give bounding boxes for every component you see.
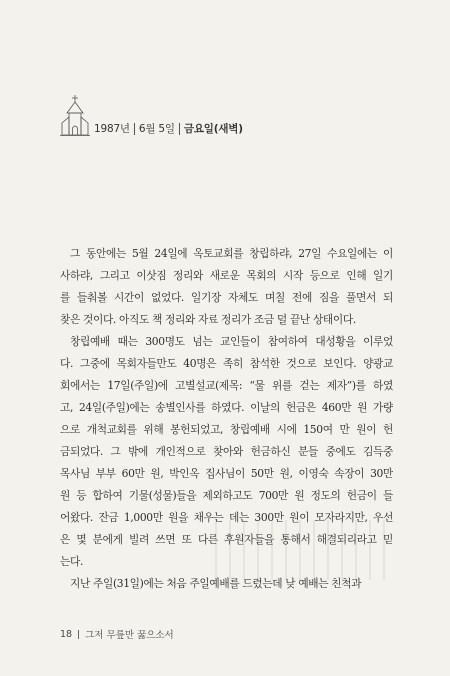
text-line: 고, 24일(주일)에는 송별인사를 하였다. 이날의 헌금은 460만 원 가량 — [60, 401, 393, 414]
text-line: 다. 그중에 목회자들만도 40명은 족히 참석한 것으로 보인다. 양광교 — [60, 357, 393, 370]
text-line: 은 몇 분에게 빌려 쓰면 또 다른 후원자들을 통해서 해결되리라고 믿 — [60, 533, 393, 546]
text-line: 그 동안에는 5월 24일에 옥토교회를 창립하랴, 27일 수요일에는 이 — [70, 247, 393, 260]
text-line: 어왔다. 잔금 1,000만 원을 채우는 데는 300만 원이 모자라지만, 우선 — [60, 511, 393, 524]
text-line: 를 들춰볼 시간이 없었다. 일기장 자체도 며칠 전에 짐을 풀면서 되 — [60, 291, 393, 304]
entry-time-of-day: (새벽) — [213, 123, 243, 135]
entry-weekday: 금요일 — [183, 123, 214, 135]
text-line: 금되었다. 그 밖에 개인적으로 찾아와 헌금하신 분들 중에도 김득중 — [60, 445, 393, 458]
page-footer — [60, 627, 174, 641]
text-line: 찾은 것이다. 아직도 책 정리와 자료 정리가 조금 덜 끝난 상태이다. — [60, 313, 356, 326]
text-line: 창립예배 때는 300명도 넘는 교인들이 참여하여 대성황을 이루었 — [70, 335, 393, 348]
text-line: 목사님 부부 60만 원, 박인옥 집사님이 50만 원, 이영숙 속장이 30만 — [60, 467, 393, 480]
paragraph-1 — [60, 243, 393, 331]
page-number: 18 — [60, 628, 73, 640]
footer-separator — [78, 630, 79, 639]
entry-month-day: 6월 5일 — [138, 123, 175, 135]
date-separator — [134, 123, 135, 135]
date-separator — [179, 123, 180, 135]
diary-body — [60, 243, 393, 595]
text-line: 회에서는 17일(주일)에 고별설교(제목: “물 위를 걷는 제자”)를 하였 — [60, 379, 393, 392]
paragraph-3 — [60, 573, 393, 595]
text-line: 으로 개척교회를 위해 봉헌되었고, 창립예배 시에 150여 만 원이 헌 — [60, 423, 393, 436]
text-line: 사하랴, 그리고 이삿짐 정리와 새로운 목회의 시작 등으로 인해 일기 — [60, 269, 393, 282]
text-line: 지난 주일(31일)에는 처음 주일예배를 드렸는데 낮 예배는 친척과 — [70, 577, 362, 590]
text-line: 는다. — [60, 555, 83, 568]
entry-year: 1987년 — [94, 123, 130, 135]
entry-header — [60, 93, 243, 137]
paragraph-2 — [60, 331, 393, 573]
entry-date — [94, 121, 243, 137]
church-icon — [60, 93, 90, 137]
text-line: 원 등 합하여 기물(성물)들을 제외하고도 700만 원 정도의 헌금이 들 — [60, 489, 393, 502]
book-title: 그저 무릎만 꿇으소서 — [85, 630, 174, 641]
